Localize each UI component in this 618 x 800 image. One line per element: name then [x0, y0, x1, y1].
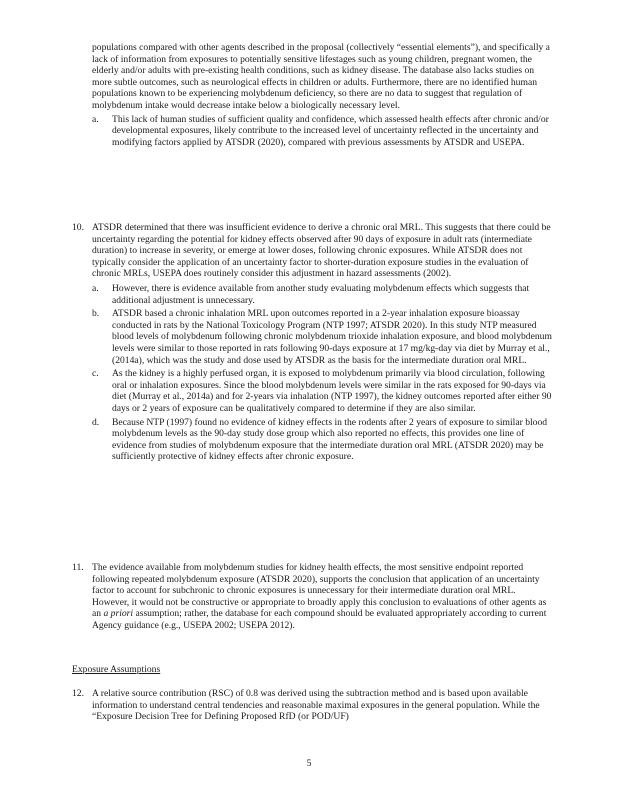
item-text-continued: assumption; rather, the database for each compound should be evaluated appropriately according to current Agency guidance (e.g., USEPA 2002; USEPA 2012). — [92, 608, 547, 631]
page-number: 5 — [306, 758, 312, 769]
sublist — [92, 283, 554, 463]
list-marker: d. — [92, 416, 100, 428]
numbered-item-10 — [92, 222, 554, 465]
item-text: A relative source contribution (RSC) of 0.8 was derived using the subtraction method and is based upon available information to understand central tendencies and reasonable maximal exposures in the general population. While the “Exposure Decision Tree for Defining Proposed RfD (or POD/UF) — [92, 688, 540, 723]
intro-subitem-a — [92, 114, 552, 149]
section-heading: Exposure Assumptions — [72, 664, 161, 675]
numbered-item-12 — [92, 688, 554, 723]
list-item — [92, 368, 554, 414]
intro-paragraph — [92, 42, 552, 148]
list-marker: c. — [92, 368, 99, 380]
italic-term: a priori — [103, 608, 134, 620]
item-text: The evidence available from molybdenum studies for kidney health effects, the most sensitive endpoint reported following repeated molybdenum exposure (ATSDR 2020), supports the conclusion that application of an uncertainty factor to account for subchronic to chronic exposures is unnecessary for their intermediate duration oral MRL. However, it would not be constructive or appropriate to broadly apply this conclusion to evaluations of other agents as an — [92, 562, 547, 620]
list-marker: a. — [92, 282, 99, 294]
item-number: 10. — [72, 222, 84, 233]
list-item — [92, 283, 554, 306]
item-text: ATSDR determined that there was insufficient evidence to derive a chronic oral MRL. This suggests that there could be uncertainty regarding the potential for kidney effects observed after 90 days of exposure in adult rats (intermediate duration) to increase in severity, or emerge at lower doses, following chronic exposures. While ATSDR does not typically consider the application of an uncertainty factor to shorter-duration exposure studies in the evaluation of chronic MRLs, USEPA does routinely consider this adjustment in hazard assessments (2002). — [92, 222, 551, 280]
numbered-item-11 — [92, 562, 554, 632]
intro-text: populations compared with other agents described in the proposal (collectively “essential elements”), and specifically a lack of information from exposures to potentially sensitive lifestages such as young children, pregnant women, the elderly and/or adults with pre-existing health conditions, such as kidney disease. The database also lacks studies on more subtle outcomes, such as neurological effects in children or adults. Furthermore, there are no identified human populations known to be experiencing molybdenum deficiency, so there are no data to suggest that regulation of molybdenum intake would decrease intake below a biologically necessary level. — [92, 42, 550, 111]
list-item — [92, 308, 554, 366]
list-marker: a. — [92, 113, 99, 125]
list-item-text: As the kidney is a highly perfused organ, it is exposed to molybdenum primarily via blood circulation, following oral or inhalation exposures. Since the blood molybdenum levels were similar in the rats exposed for 90-days via diet (Murray et al., 2014a) and for 2-years via inhalation (NTP 1997), the kidney outcomes reported after either 90 days or 2 years of exposure can be qualitatively compared to determine if they are also similar. — [112, 368, 552, 414]
list-marker: b. — [92, 308, 100, 320]
list-item — [92, 417, 554, 463]
list-item-text: ATSDR based a chronic inhalation MRL upon outcomes reported in a 2-year inhalation exposure bioassay conducted in rats by the National Toxicology Program (NTP 1997; ATSDR 2020). In this study NTP measured blood levels of molybdenum following chronic molybdenum trioxide inhalation exposure, and blood molybdenum levels were similar to those reported in rats following 90-days exposure at 17 mg/kg-day via diet by Murray et al., (2014a), which was the study and dose used by ATSDR as the basis for the intermediate duration oral MRL. — [112, 308, 552, 366]
item-number: 11. — [72, 562, 84, 573]
item-number: 12. — [72, 688, 84, 699]
list-item-text: Because NTP (1997) found no evidence of kidney effects in the rodents after 2 years of exposure to similar blood molybdenum levels as the 90-day study dose group which also reported no effects, this provides one line of evidence from studies of molybdenum exposure that the intermediate duration oral MRL (ATSDR 2020) may be sufficiently protective of kidney effects after chronic exposure. — [112, 416, 548, 463]
list-item-text: However, there is evidence available from another study evaluating molybdenum effects which suggests that additional adjustment is unnecessary. — [112, 282, 530, 306]
list-item-text: This lack of human studies of sufficient quality and confidence, which assessed health effects after chronic and/or developmental exposures, likely contribute to the increased level of uncertainty reflected in the uncertainty and modifying factors applied by ATSDR (2020), compared with previous assessments by ATSDR and USEPA. — [112, 113, 549, 148]
